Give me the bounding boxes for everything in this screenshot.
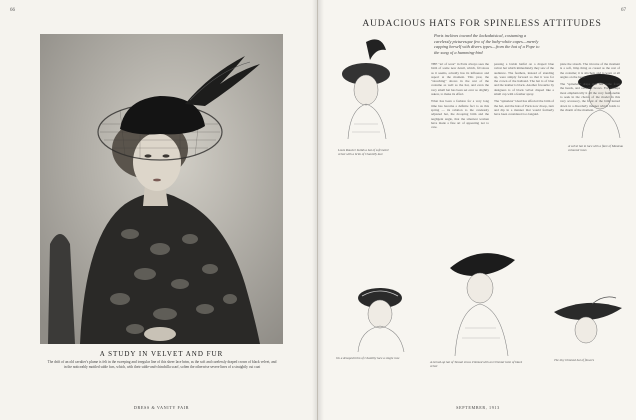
right-footer: SEPTEMBER, 1913	[456, 405, 500, 410]
sketch-caption-bottom-left: On a drooped brim of Chantilly lace a single rose	[336, 356, 400, 360]
right-page-number: 67	[621, 8, 626, 13]
hat-sketch-bottom-right	[544, 294, 628, 354]
col3-paragraph: The "spineless" drape also has come from the heads, and over the brows. For perhaps most emphatically it all the very fashionable to seek in the choice of the model in this very accessory, the front of the brim turned down in a disorderly manner which holds to the charm of the moment.	[560, 82, 620, 112]
col1-paragraph: THE "art of wear" in Paris always sees the birth of some new detail, which, frivolous as it seems, actually has its influence and aspect at the moment. This year, the "slouching" shows in the rest of the costume as well as the hat, and even the very small hat has been set ever so slightly askew, to make its effect.	[431, 62, 489, 97]
sketch-caption-bottom-middle: A turned-up hat of Tussah straw trimmed with an Oriental twist of black velvet	[430, 360, 523, 368]
article-column-1	[431, 62, 489, 132]
photo-caption: The drift of an old cavalier's plume is felt in the sweeping and irregular line of this sheer lace brim, as the soft and carelessly draped crown of black velvet, and in the noticeably mottled sable furs, which, with their sable-and-chinchilla scarf, soften the otherwise severe lines of a straightly cut coat	[47, 360, 277, 369]
col2-paragraph: passing a lavish hatful on a draped blue velvet hat which immediately they saw of the audience. The feathers, instead of standing up, were simply forward so that it was for the crown of the hatband. The hat is of blue and the leather is black. Another favourite by designers is of black velvet draped like a small cap with a feather spray.	[494, 62, 554, 97]
left-page-number: 66	[10, 8, 15, 13]
col2-paragraph: The "spineless" ideal has affected the brim of the hat, and the hats of Paris now droop, turn and dip in a manner that would formerly have been considered too languid.	[494, 99, 554, 117]
photo-title: A STUDY IN VELVET AND FUR	[99, 350, 224, 358]
hat-sketch-bottom-middle	[430, 238, 530, 356]
hat-sketch-bottom-left	[340, 282, 420, 352]
portrait-photograph	[40, 34, 283, 344]
hand-shape	[144, 327, 176, 341]
right-page	[318, 0, 636, 420]
col1-paragraph: What has been a fashion for a very long time has become a definite fact to us this spring — its relation to the carelessly adjusted hat, the drooping brim and the negligent angle, that the smartest women have made a fine art of appearing not to care.	[431, 99, 489, 130]
left-footer: DRESS & VANITY FAIR	[133, 405, 190, 410]
col3-paragraph: plete the slouch. The tricorne of the moment is a soft, limp thing as casual as the rest of the costume; it is stitched, and is worn at all angles on the head.	[560, 62, 620, 79]
article-column-3	[560, 62, 620, 115]
portrait-illustration	[40, 34, 283, 344]
sketch-caption-bottom-right: The tiny trimmed hat of flowers	[554, 358, 595, 362]
article-headline: AUDACIOUS HATS FOR SPINELESS ATTITUDES	[362, 18, 602, 29]
article-column-2	[494, 62, 554, 120]
article-deck: Paris inclines toward the lackadaisical, costuming a carelessly picturesque few of the baby-white capes—merely capping herself with divers types—from the hat of a Pope to the song of a humming-bird	[434, 33, 540, 55]
sketch-caption-top-left: Louis Rouvier builds a hat of soft moiré velvet with a brim of Chantilly lace	[338, 148, 389, 156]
sketch-caption-top-right: A velvet hat in lace with a flare of Manteau coloured roses	[568, 144, 624, 152]
hat-sketch-top-left	[336, 34, 398, 144]
